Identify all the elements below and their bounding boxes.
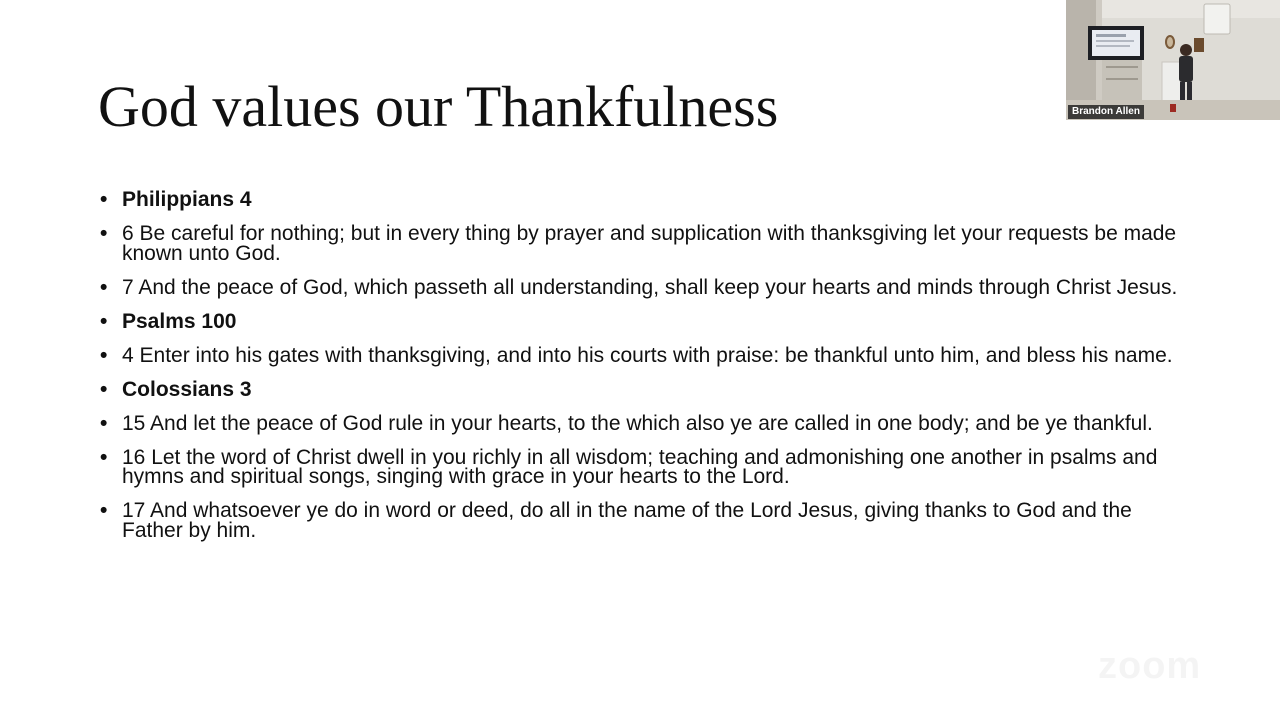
bullet-item (100, 224, 1190, 263)
bullet-dot: • (100, 411, 108, 435)
bullet-dot: • (100, 445, 108, 469)
bullet-dot: • (100, 309, 108, 333)
bullet-verse: 16 Let the word of Christ dwell in you richly in all wisdom; teaching and admonishing one another in psalms and hymns and spiritual songs, singing with grace in your hearts to the Lord. (122, 445, 1158, 488)
bullet-item (100, 501, 1190, 540)
bullet-dot: • (100, 188, 108, 211)
bullet-item (100, 411, 1190, 435)
bullet-dot: • (100, 222, 108, 245)
bullet-item (100, 343, 1190, 367)
bullet-item (100, 309, 1190, 333)
bullet-item (100, 377, 1190, 401)
bullet-item (100, 275, 1190, 299)
video-room-scene (1066, 0, 1280, 120)
slide-title: God values our Thankfulness (98, 74, 779, 139)
bullet-dot: • (100, 377, 108, 401)
bullet-dot: • (100, 499, 108, 522)
bullet-item (100, 445, 1190, 488)
bullet-item (100, 190, 1190, 210)
bullet-verse: 7 And the peace of God, which passeth all understanding, shall keep your hearts and minds through Christ Jesus. (122, 275, 1178, 299)
zoom-watermark-logo (1098, 646, 1201, 686)
bullet-dot: • (100, 275, 108, 299)
bullet-heading-colossians: Colossians 3 (122, 377, 252, 401)
slide-bullet-list (100, 190, 1190, 555)
participant-video-thumbnail[interactable] (1066, 0, 1280, 120)
bullet-heading-psalms: Psalms 100 (122, 309, 237, 333)
participant-name-label: Brandon Allen (1068, 105, 1144, 119)
bullet-verse: 4 Enter into his gates with thanksgiving, and into his courts with praise: be thankful unto him, and bless his name. (122, 343, 1173, 367)
bullet-heading-philippians: Philippians 4 (122, 188, 252, 211)
bullet-verse: 6 Be careful for nothing; but in every thing by prayer and supplication with thanksgiving let your requests be made known unto God. (122, 222, 1177, 265)
bullet-verse: 15 And let the peace of God rule in your hearts, to the which also ye are called in one body; and be ye thankful. (122, 411, 1153, 435)
bullet-dot: • (100, 343, 108, 367)
bullet-verse: 17 And whatsoever ye do in word or deed, do all in the name of the Lord Jesus, giving thanks to God and the Father by him. (122, 499, 1132, 542)
